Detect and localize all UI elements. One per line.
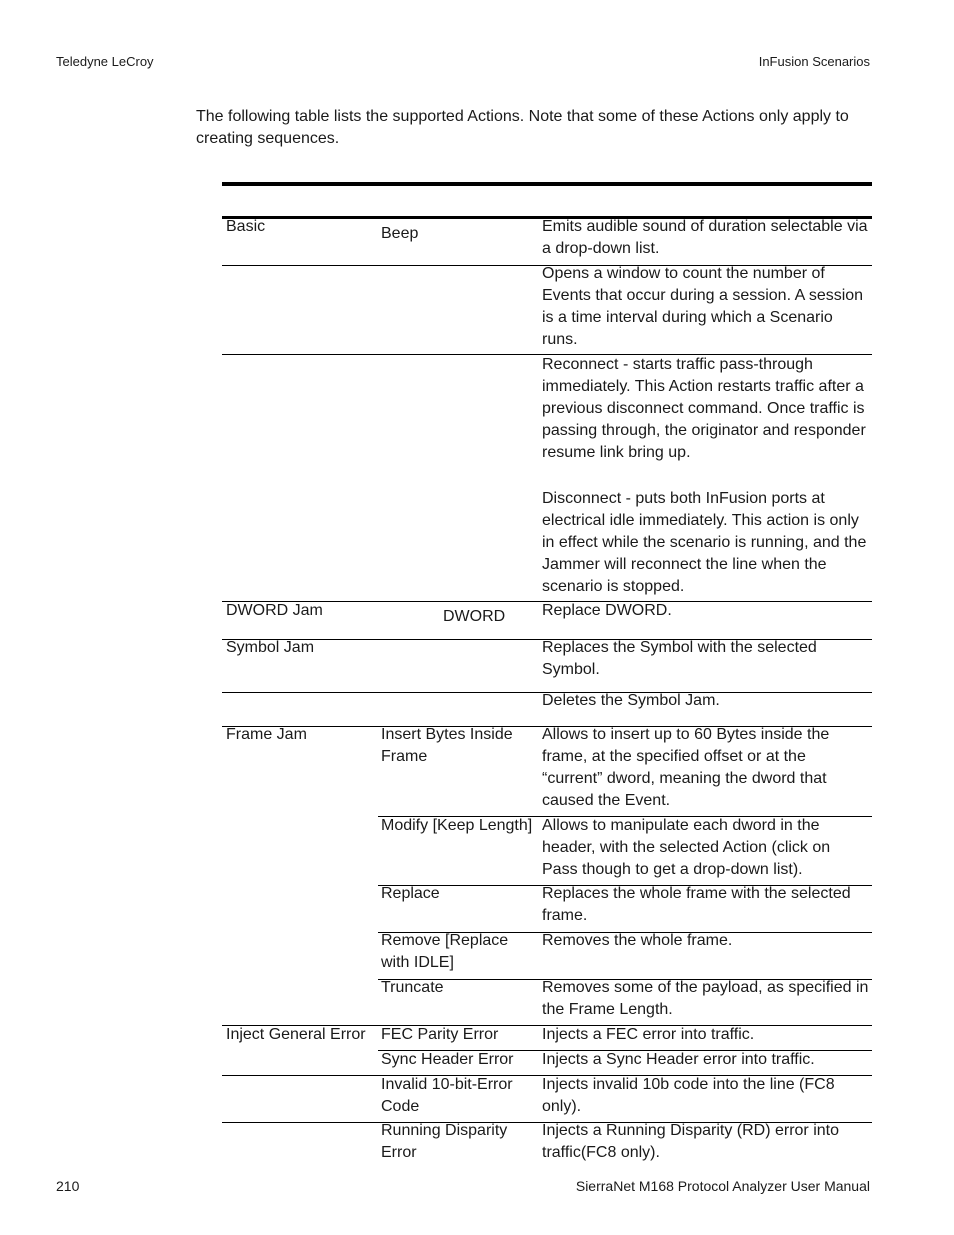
table-cell-description: Deletes the Symbol Jam. [542,692,720,709]
table-cell-description: Opens a window to count the number of Events that occur during a session. A session is a time interval during which a Scenario runs. [542,265,864,348]
table-cell-action: Running Disparity Error [381,1122,508,1161]
table-cell-category: Frame Jam [226,726,307,743]
table-cell-description: Replace DWORD. [542,602,672,619]
table-cell-category: DWORD Jam [226,602,323,619]
table-cell-description: Disconnect - puts both InFusion ports at electrical idle immediately. This action is only in effect while the scenario is running, and the Jammer will reconnect the line when the scenario is stopped. [542,490,867,595]
table-cell-description: Removes the whole frame. [542,932,733,949]
table-cell-description: Replaces the whole frame with the selected frame. [542,885,851,924]
table-cell-action: Beep [381,225,419,242]
table-cell-action: Invalid 10-bit-Error Code [381,1076,513,1115]
table-cell-action: FEC Parity Error [381,1026,499,1043]
table-cell-description: Injects a Sync Header error into traffic. [542,1051,815,1068]
table-cell-action: Insert Bytes Inside Frame [381,726,513,765]
manual-title: SierraNet M168 Protocol Analyzer User Manual [575,1178,870,1194]
running-header-left: Teledyne LeCroy [56,54,154,69]
page-number: 210 [56,1178,80,1194]
table-cell-description: Injects a Running Disparity (RD) error into traffic(FC8 only). [542,1122,839,1161]
table-cell-action: Modify [Keep Length] [381,817,533,834]
table-cell-description: Allows to insert up to 60 Bytes inside the frame, at the specified offset or at the “current” dword, meaning the dword that caused the Event. [542,726,830,809]
table-cell-description: Reconnect - starts traffic pass-through immediately. This Action restarts traffic after a previous disconnect command. Once traffic is passing through, the originator and responder resume link bring up. [542,356,866,461]
table-cell-category: Basic [226,218,266,235]
table-cell-description: Allows to manipulate each dword in the header, with the selected Action (click on Pass though to get a drop-down list). [542,817,831,878]
table-cell-action: Truncate [381,979,444,996]
table-cell-action: Replace [381,885,440,902]
table-cell-category: Symbol Jam [226,639,315,656]
table-cell-action: DWORD [443,608,506,625]
table-cell-description: Injects a FEC error into traffic. [542,1026,755,1043]
table-cell-category: Inject General Error [226,1026,366,1043]
running-header-right: InFusion Scenarios [758,54,870,69]
table-cell-action: Remove [Replace with IDLE] [381,932,509,971]
table-cell-description: Removes some of the payload, as specified in the Frame Length. [542,979,869,1018]
intro-paragraph: The following table lists the supported Actions. Note that some of these Actions only apply to creating sequences. [196,108,849,147]
table-header-rule [222,182,872,186]
table-cell-description: Emits audible sound of duration selectable via a drop-down list. [542,218,868,257]
table-cell-description: Replaces the Symbol with the selected Symbol. [542,639,817,678]
table-cell-action: Sync Header Error [381,1051,514,1068]
table-cell-description: Injects invalid 10b code into the line (FC8 only). [542,1076,835,1115]
